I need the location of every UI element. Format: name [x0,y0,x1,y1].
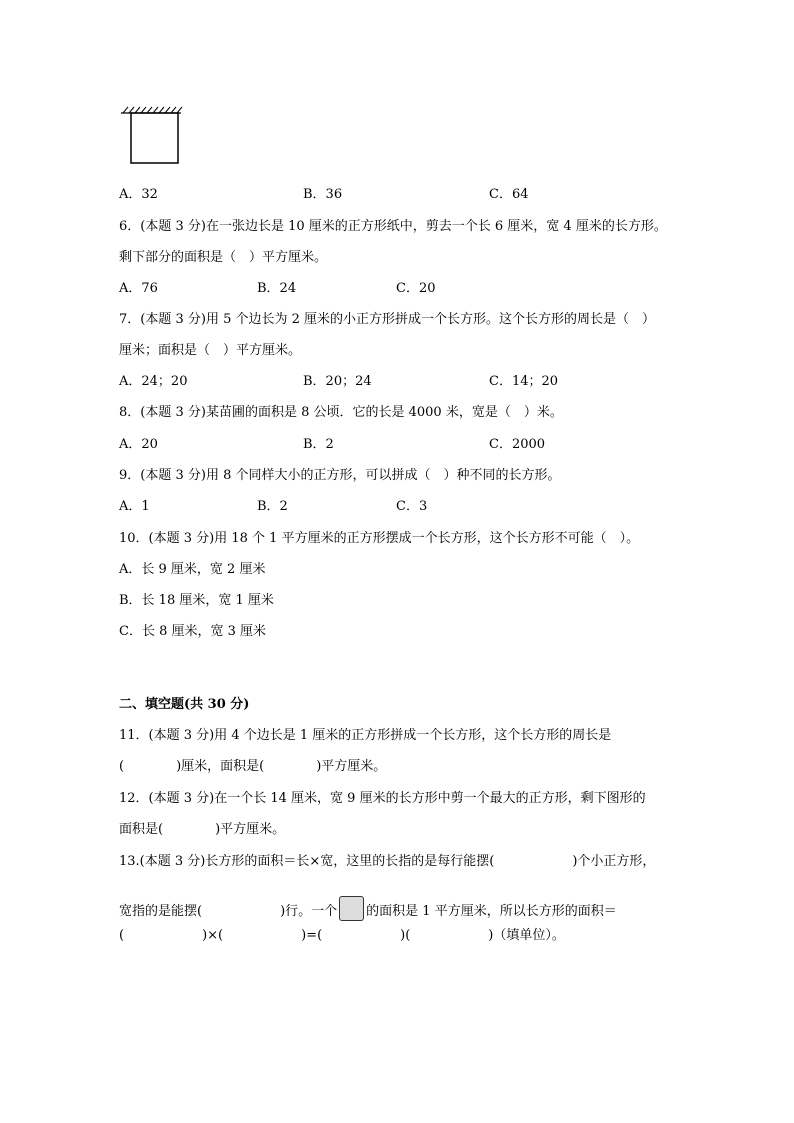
q6-option-c[interactable]: C．20 [396,281,436,296]
hanging-square-figure [119,106,183,168]
q11-text-line2: ( )厘米，面积是( )平方厘米。 [119,759,387,774]
q7-option-a[interactable]: A．24；20 [119,374,188,389]
q13-text-line3: ( )×( )=( )( )（填单位）。 [119,928,565,943]
q6-option-b[interactable]: B．24 [257,281,297,296]
q5-option-a[interactable]: A．32 [119,187,158,202]
q6-text-line1: 6．(本题 3 分)在一张边长是 10 厘米的正方形纸中，剪去一个长 6 厘米，宽 4 厘米的长方形。 [119,219,667,234]
q7-option-b[interactable]: B．20；24 [303,374,372,389]
q13-text-line1: 13.(本题 3 分)长方形的面积＝长×宽，这里的长指的是每行能摆( )个小正方形， [119,854,656,869]
section-heading-fill-in: 二、填空题(共 30 分) [119,697,250,712]
q5-option-c[interactable]: C．64 [489,187,529,202]
q9-option-b[interactable]: B．2 [257,499,288,514]
q6-option-a[interactable]: A．76 [119,281,158,296]
q10-text-line1: 10．(本题 3 分)用 18 个 1 平方厘米的正方形摆成一个长方形，这个长方形不可能（ ）。 [119,531,640,546]
q8-option-b[interactable]: B．2 [303,437,334,452]
q6-text-line2: 剩下部分的面积是（ ）平方厘米。 [119,250,328,265]
q13-text-line2 [119,896,617,921]
q8-option-c[interactable]: C．2000 [489,437,546,452]
q7-text-line2: 厘米；面积是（ ）平方厘米。 [119,343,302,358]
q10-option-b[interactable]: B．长 18 厘米，宽 1 厘米 [119,593,274,608]
q11-text-line1: 11．(本题 3 分)用 4 个边长是 1 厘米的正方形拼成一个长方形，这个长方形的周长是 [119,728,612,743]
q12-text-line1: 12．(本题 3 分)在一个长 14 厘米，宽 9 厘米的长方形中剪一个最大的正方形，剩下图形的 [119,791,646,806]
q9-option-c[interactable]: C．3 [396,499,428,514]
q7-option-c[interactable]: C．14；20 [489,374,559,389]
q10-option-a[interactable]: A．长 9 厘米，宽 2 厘米 [119,562,266,577]
q5-option-b[interactable]: B．36 [303,187,343,202]
q8-option-a[interactable]: A．20 [119,437,158,452]
q10-option-c[interactable]: C．长 8 厘米，宽 3 厘米 [119,624,267,639]
unit-square-icon [339,896,364,921]
q9-text-line1: 9．(本题 3 分)用 8 个同样大小的正方形，可以拼成（ ）种不同的长方形。 [119,468,561,483]
q12-text-line2: 面积是( )平方厘米。 [119,822,286,837]
q13-text-line2-start: 宽指的是能摆( )行。一个 [119,904,338,919]
q13-text-line2-end: 的面积是 1 平方厘米，所以长方形的面积＝ [366,904,617,919]
q8-text-line1: 8．(本题 3 分)某苗圃的面积是 8 公顷．它的长是 4000 米，宽是（ ）米。 [119,405,563,420]
q7-text-line1: 7．(本题 3 分)用 5 个边长为 2 厘米的小正方形拼成一个长方形。这个长方形的周长是（ ） [119,312,656,327]
q9-option-a[interactable]: A．1 [119,499,150,514]
